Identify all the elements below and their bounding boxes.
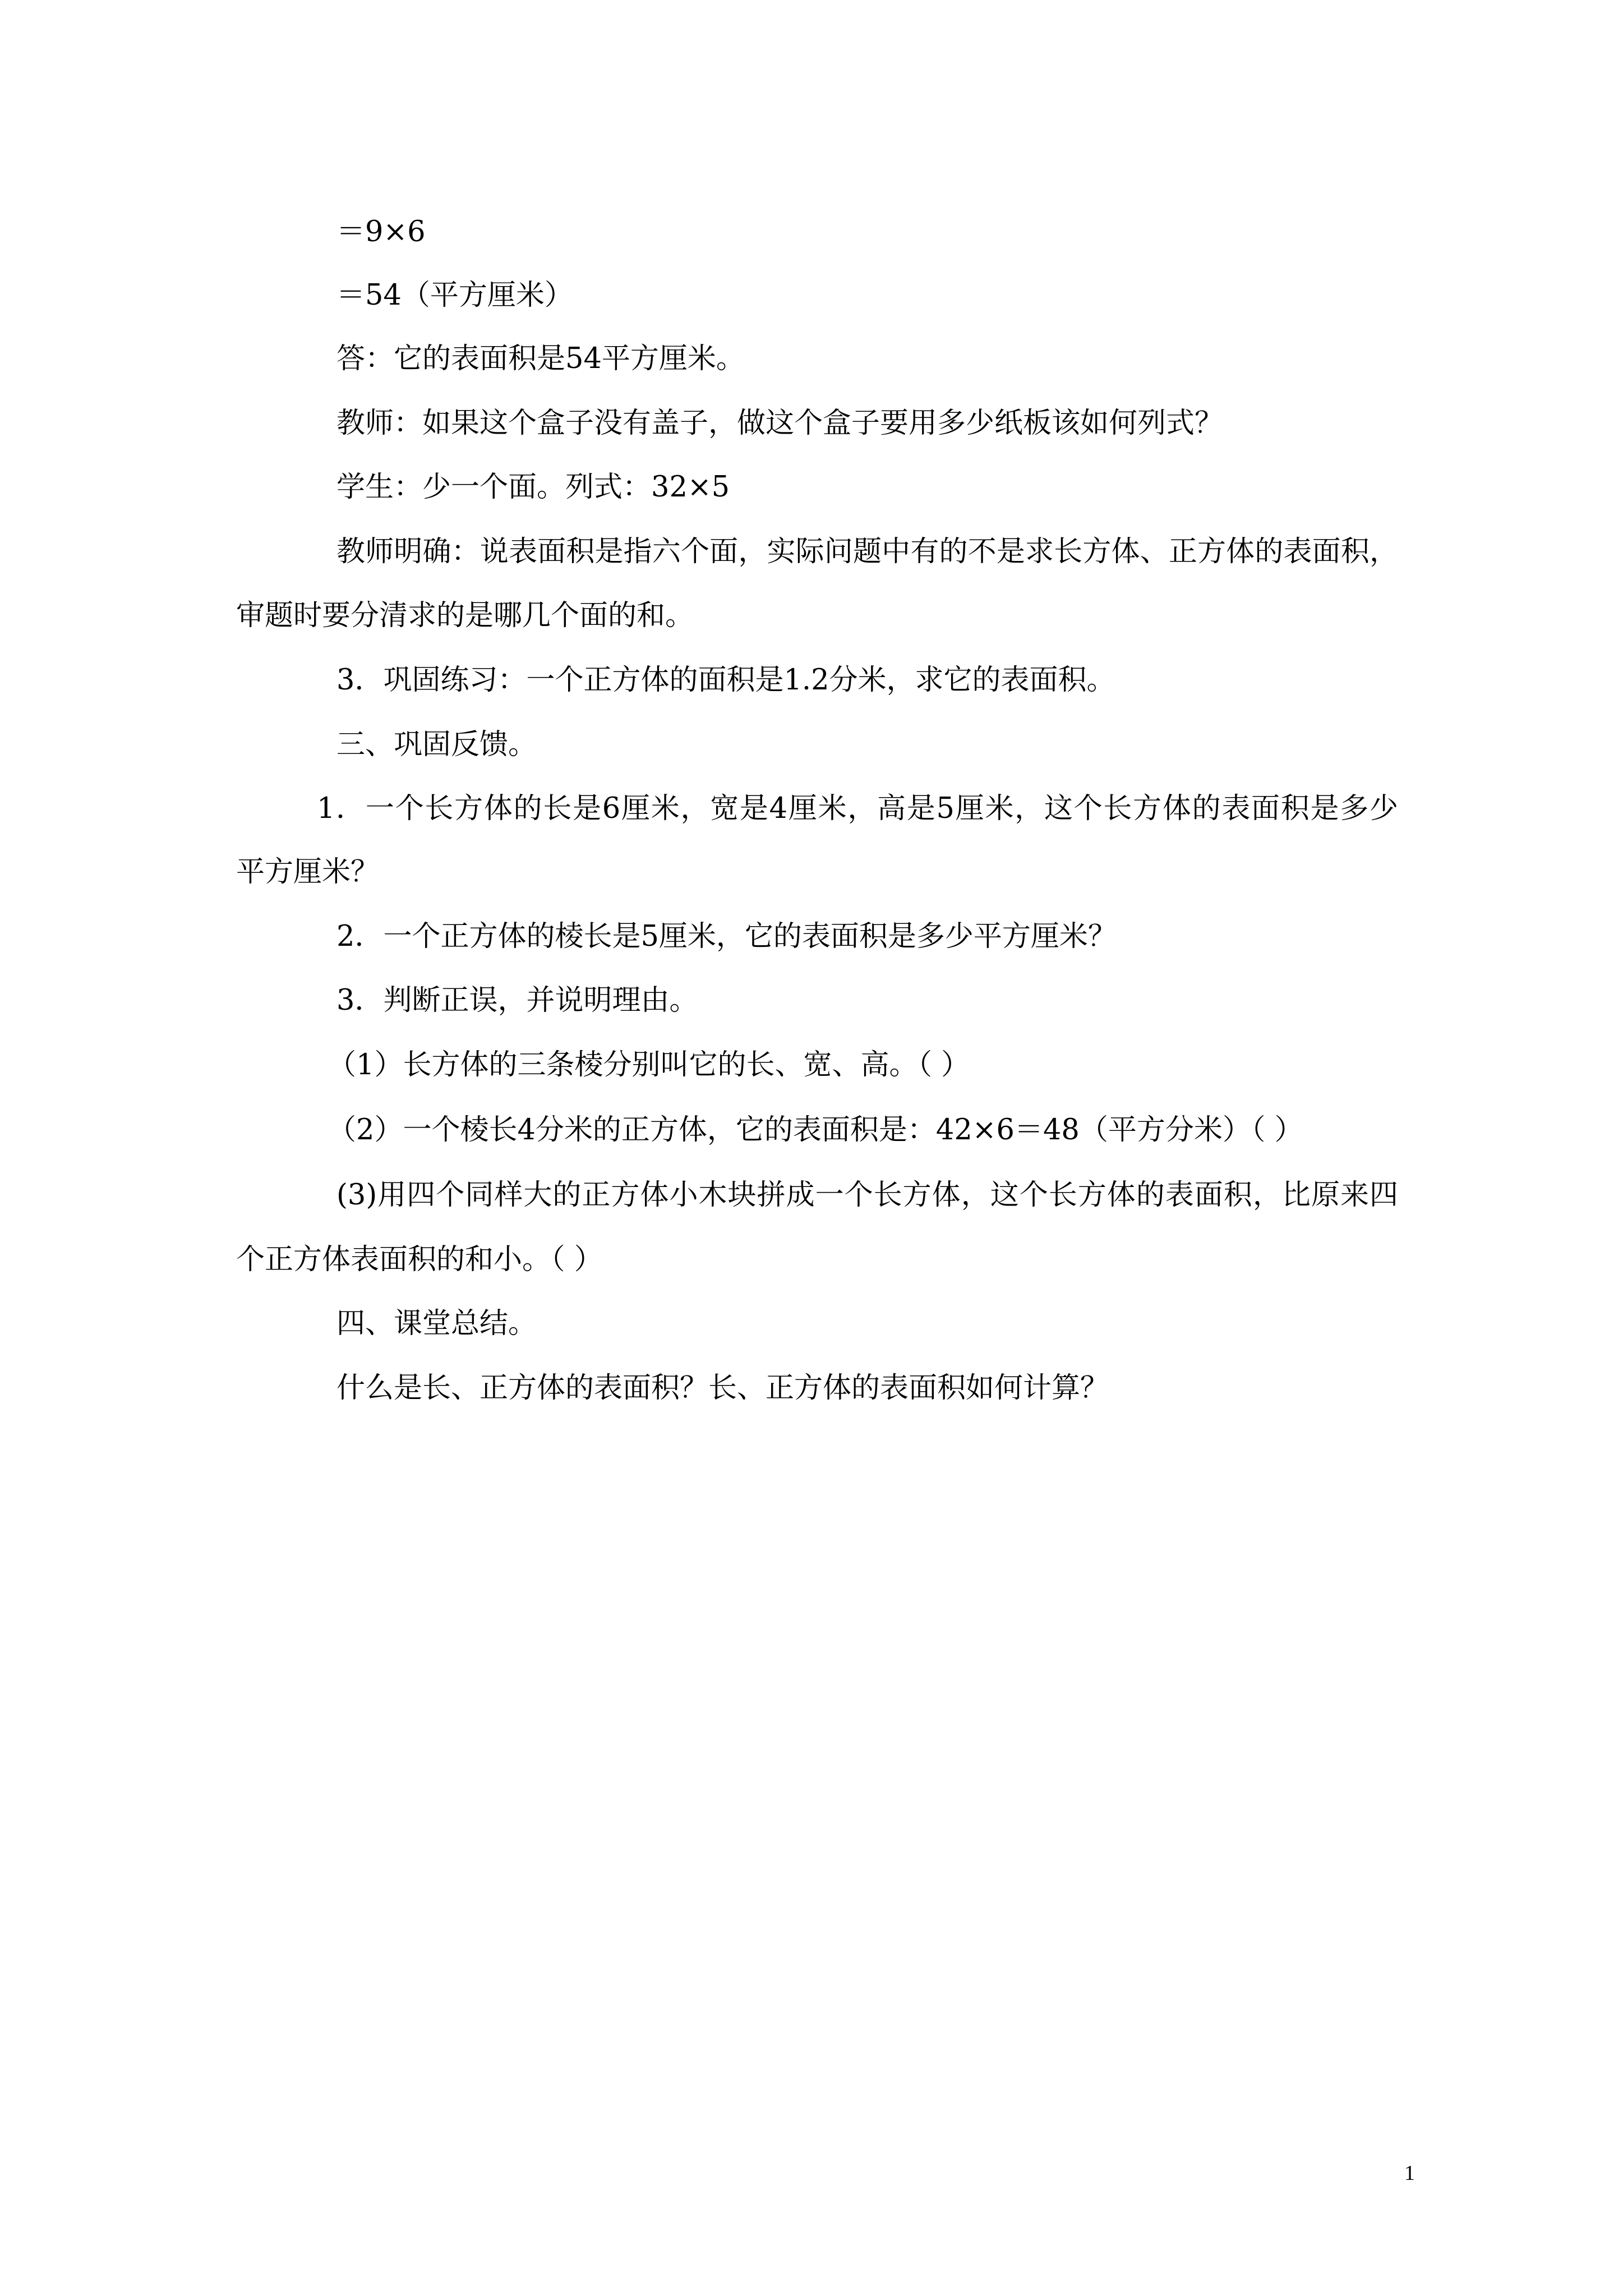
text-line: 3．巩固练习：一个正方体的面积是1.2分米，求它的表面积。	[336, 664, 1115, 697]
text-line: 教师明确：说表面积是指六个面，实际问题中有的不是求长方体、正方体的表面积，	[336, 535, 1398, 568]
text-line: 什么是长、正方体的表面积？长、正方体的表面积如何计算？	[336, 1372, 1109, 1405]
text-line: 平方厘米？	[236, 855, 380, 889]
text-line: 审题时要分清求的是哪几个面的和。	[236, 599, 694, 632]
text-line: 教师：如果这个盒子没有盖子，做这个盒子要用多少纸板该如何列式？	[336, 407, 1224, 440]
text-line: 3．判断正误，并说明理由。	[336, 984, 698, 1017]
text-line: ＝54（平方厘米）	[336, 279, 573, 312]
section-heading: 四、课堂总结。	[336, 1307, 537, 1340]
text-line: 1．一个长方体的长是6厘米，宽是4厘米，高是5厘米，这个长方体的表面积是多少	[317, 792, 1398, 825]
text-line: （2）一个棱长4分米的正方体，它的表面积是：42×6＝48（平方分米）（ ）	[328, 1114, 1303, 1147]
text-line: 2．一个正方体的棱长是5厘米，它的表面积是多少平方厘米？	[336, 920, 1117, 953]
text-line: 学生：少一个面。列式：32×5	[336, 471, 730, 504]
text-line: 个正方体表面积的和小。（ ）	[236, 1243, 603, 1276]
text-line: 答：它的表面积是54平方厘米。	[336, 342, 745, 375]
page-number: 1	[1404, 2161, 1415, 2185]
text-line: （1）长方体的三条棱分别叫它的长、宽、高。（ ）	[328, 1048, 970, 1082]
section-heading: 三、巩固反馈。	[336, 728, 537, 761]
text-line: (3)用四个同样大的正方体小木块拼成一个长方体，这个长方体的表面积，比原来四	[336, 1179, 1398, 1212]
text-line: ＝9×6	[336, 215, 426, 249]
